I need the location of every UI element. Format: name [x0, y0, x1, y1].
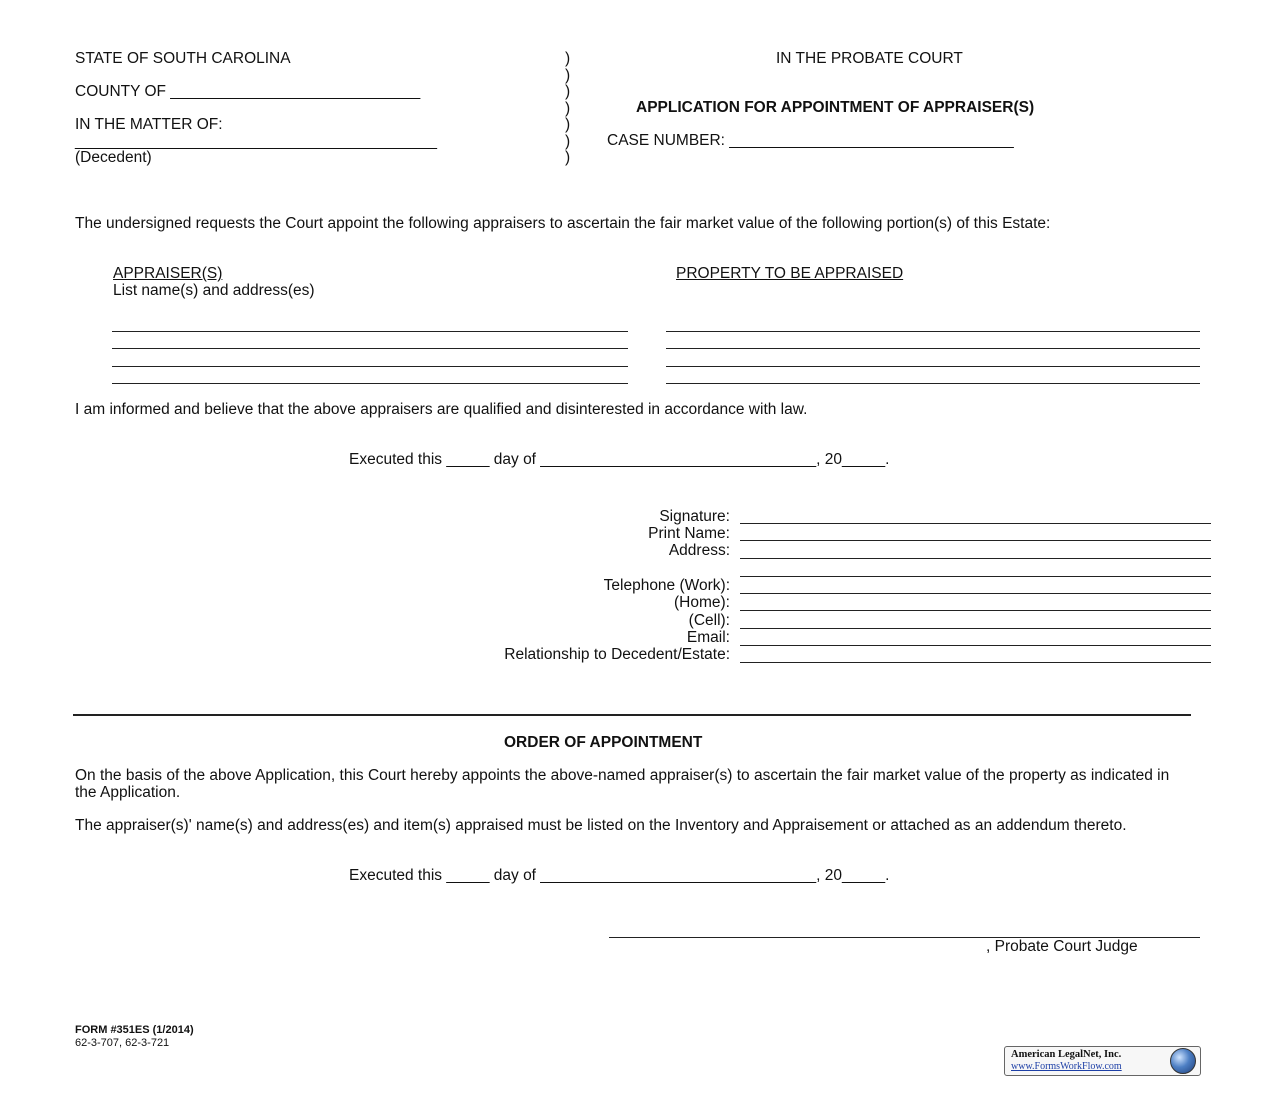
matter-label: IN THE MATTER OF:: [75, 116, 223, 133]
globe-icon: [1170, 1048, 1196, 1074]
logo-company: American LegalNet, Inc.: [1011, 1049, 1122, 1060]
caption-paren: ): [565, 67, 571, 84]
property-line[interactable]: [666, 383, 1200, 384]
order-paragraph-2: The appraiser(s)' name(s) and address(es) and item(s) appraised must be listed on the Inventory and Appraisement or attached as an addendum thereto.: [75, 817, 1127, 834]
appraiser-line[interactable]: [112, 331, 628, 332]
statute-reference: 62-3-707, 62-3-721: [75, 1037, 170, 1049]
address-line-2[interactable]: [740, 576, 1211, 577]
caption-paren: ): [565, 50, 571, 67]
property-line[interactable]: [666, 331, 1200, 332]
caption-paren: ): [565, 149, 571, 166]
print-name-line[interactable]: [740, 540, 1211, 541]
order-title: ORDER OF APPOINTMENT: [504, 734, 703, 751]
telephone-home-line[interactable]: [740, 610, 1211, 611]
email-line[interactable]: [740, 645, 1211, 646]
caption-paren: ): [565, 100, 571, 117]
appraisers-subheading: List name(s) and address(es): [113, 282, 315, 299]
relationship-line[interactable]: [740, 662, 1211, 663]
caption-paren: ): [565, 116, 571, 133]
order-executed-date-field[interactable]: Executed this _____ day of ________________________________, 20_____.: [349, 867, 890, 884]
telephone-home-label: (Home):: [674, 594, 730, 611]
print-name-label: Print Name:: [648, 525, 730, 542]
matter-name-field[interactable]: __________________________________________: [75, 133, 438, 150]
property-line[interactable]: [666, 348, 1200, 349]
decedent-label: (Decedent): [75, 149, 152, 166]
form-title: APPLICATION FOR APPOINTMENT OF APPRAISER(S): [636, 99, 1035, 116]
address-label: Address:: [668, 542, 730, 559]
case-number-field[interactable]: CASE NUMBER: _________________________________: [607, 132, 1014, 149]
email-label: Email:: [686, 629, 730, 646]
appraiser-line[interactable]: [112, 348, 628, 349]
appraiser-line[interactable]: [112, 366, 628, 367]
address-line[interactable]: [740, 558, 1211, 559]
telephone-work-label: Telephone (Work):: [603, 577, 730, 594]
telephone-work-line[interactable]: [740, 593, 1211, 594]
order-paragraph-1: On the basis of the above Application, this Court hereby appoints the above-named appraiser(s) to ascertain the fair market value of the property as indicated in the Application.: [75, 767, 1170, 801]
logo-url-link[interactable]: www.FormsWorkFlow.com: [1011, 1061, 1122, 1072]
request-paragraph: The undersigned requests the Court appoint the following appraisers to ascertain the fair market value of the following portion(s) of this Estate:: [75, 215, 1051, 232]
telephone-cell-label: (Cell):: [688, 612, 730, 629]
signature-line[interactable]: [740, 523, 1211, 524]
caption-paren: ): [565, 83, 571, 100]
caption-paren: ): [565, 133, 571, 150]
appraisers-heading: APPRAISER(S): [113, 265, 223, 282]
signature-label: Signature:: [659, 508, 730, 525]
qualification-statement: I am informed and believe that the above appraisers are qualified and disinterested in accordance with law.: [75, 401, 808, 418]
judge-label: , Probate Court Judge: [986, 938, 1138, 955]
court-label: IN THE PROBATE COURT: [776, 50, 963, 67]
state-label: STATE OF SOUTH CAROLINA: [75, 50, 291, 67]
telephone-cell-line[interactable]: [740, 628, 1211, 629]
relationship-label: Relationship to Decedent/Estate:: [504, 646, 730, 663]
form-number: FORM #351ES (1/2014): [75, 1024, 194, 1036]
section-divider: [73, 714, 1191, 716]
executed-date-field[interactable]: Executed this _____ day of ________________________________, 20_____.: [349, 451, 890, 468]
appraiser-line[interactable]: [112, 383, 628, 384]
american-legalnet-logo[interactable]: [1004, 1046, 1201, 1076]
property-line[interactable]: [666, 366, 1200, 367]
property-heading: PROPERTY TO BE APPRAISED: [676, 265, 904, 282]
county-field[interactable]: COUNTY OF _____________________________: [75, 83, 421, 100]
